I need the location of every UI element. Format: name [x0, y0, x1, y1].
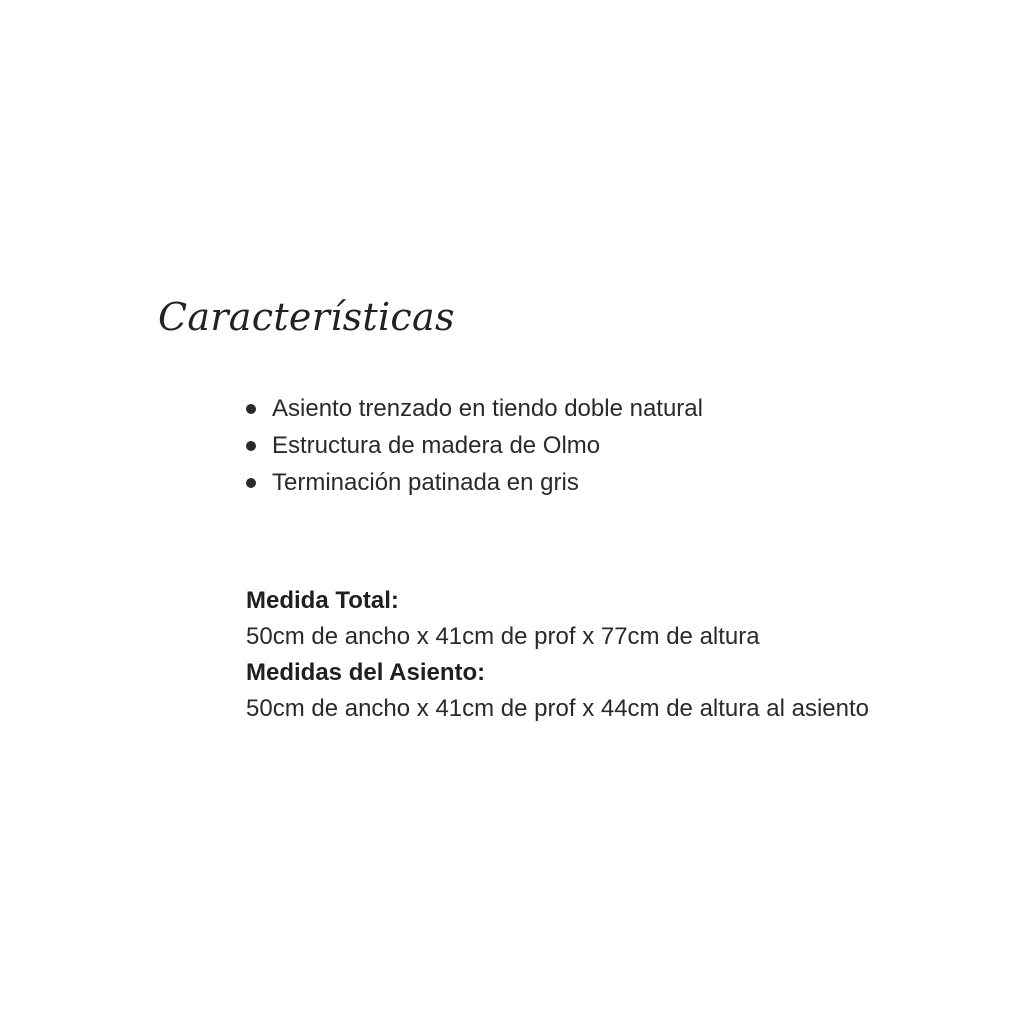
feature-text: Estructura de madera de Olmo — [272, 432, 601, 459]
list-item — [246, 464, 703, 501]
seat-measure-value: 50cm de ancho x 41cm de prof x 44cm de altura al asiento — [246, 695, 870, 722]
bullet-icon — [246, 404, 256, 414]
list-item — [246, 390, 703, 427]
measurements-block — [246, 583, 869, 727]
bullet-icon — [246, 478, 256, 488]
feature-text: Asiento trenzado en tiendo doble natural — [272, 395, 703, 422]
bullet-icon — [246, 441, 256, 451]
feature-text: Terminación patinada en gris — [272, 469, 579, 496]
section-title: Características — [158, 295, 455, 339]
features-list — [246, 390, 703, 501]
total-measure-value: 50cm de ancho x 41cm de prof x 77cm de altura — [246, 623, 760, 650]
total-measure-label: Medida Total: — [246, 587, 399, 614]
seat-measure-label: Medidas del Asiento: — [246, 659, 486, 686]
list-item — [246, 427, 703, 464]
